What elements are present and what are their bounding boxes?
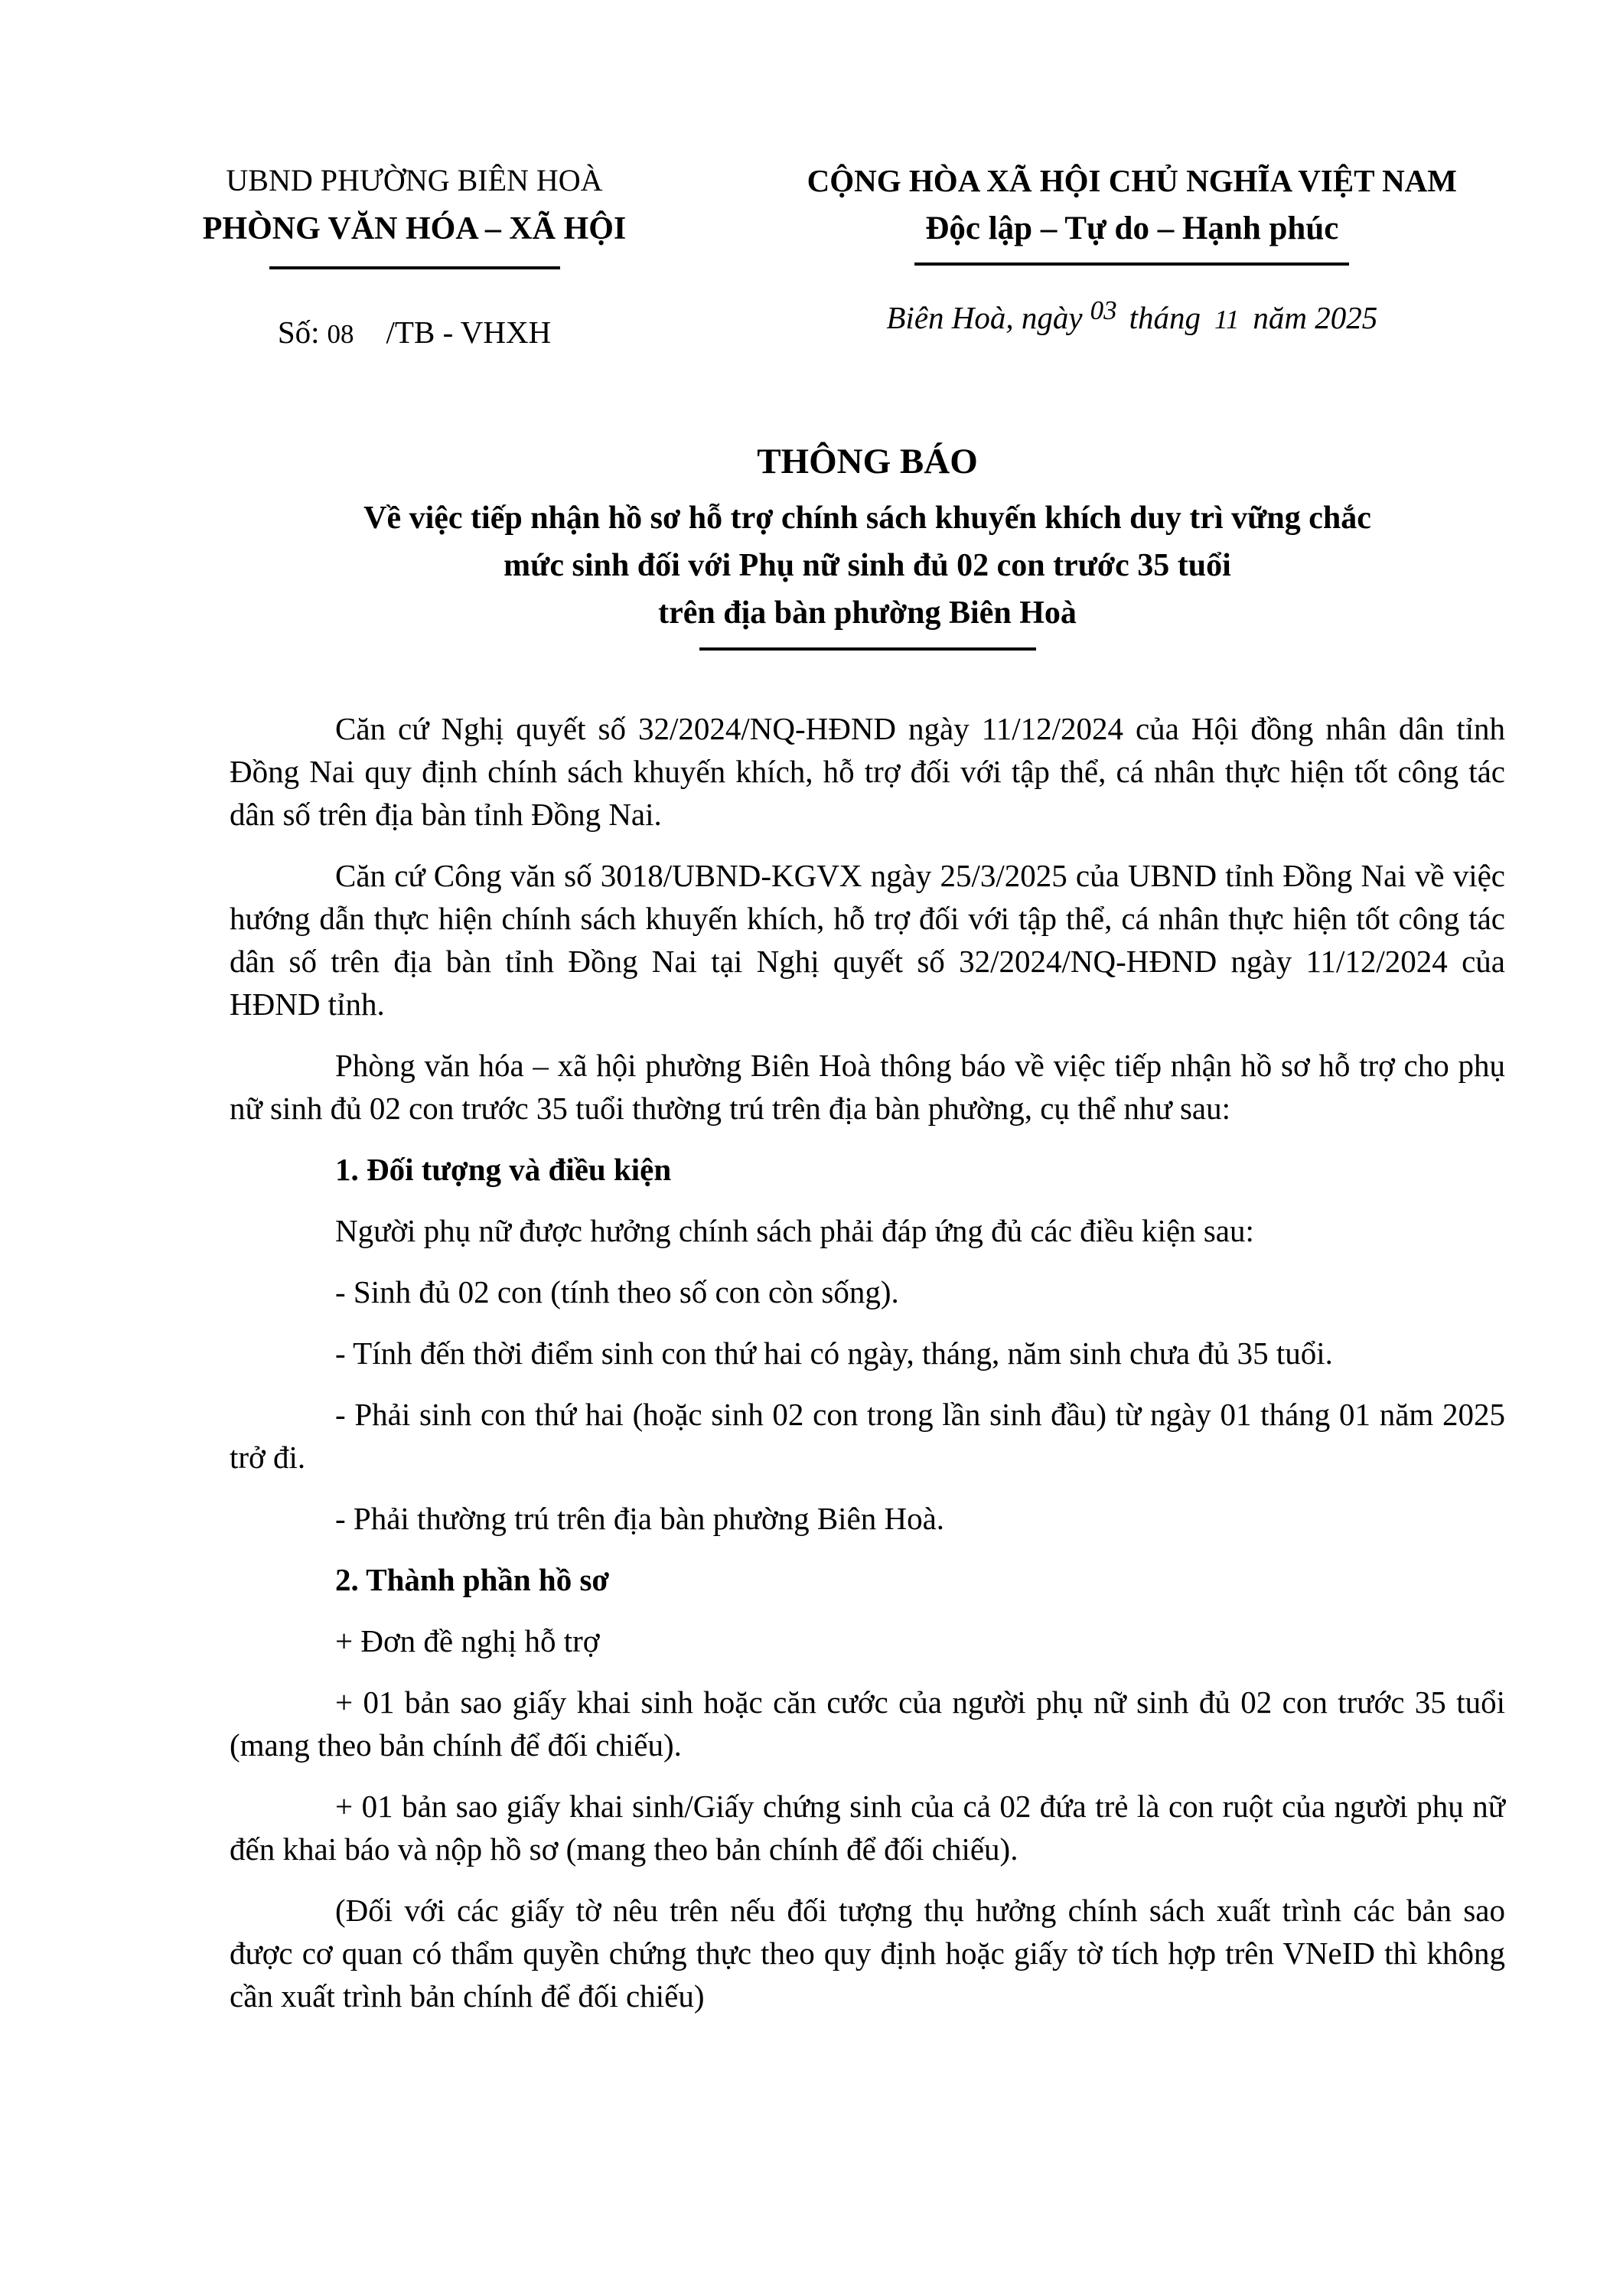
agency-parent-name: UBND PHƯỜNG BIÊN HOÀ	[226, 163, 603, 197]
subtitle-line-1: Về việc tiếp nhận hồ sơ hỗ trợ chính sách khuyến khích duy trì vững chắc	[363, 501, 1371, 536]
paragraph: (Đối với các giấy tờ nêu trên nếu đối tượng thụ hưởng chính sách xuất trình các bản sao được cơ quan có thẩm quyền chứng thực theo quy định hoặc giấy tờ tích hợp trên VNeID thì không cần xuất trình bản chính để đối chiếu)	[230, 1893, 1505, 2014]
condition-item: - Phải sinh con thứ hai (hoặc sinh 02 con trong lần sinh đầu) từ ngày 01 tháng 01 năm 2025 trở đi.	[230, 1397, 1505, 1476]
document-number-symbol: /TB - VHXH	[386, 315, 552, 351]
document-subtitle	[230, 494, 1505, 637]
national-title: CỘNG HÒA XÃ HỘI CHỦ NGHĨA VIỆT NAM	[807, 163, 1457, 198]
dossier-item: + 01 bản sao giấy khai sinh hoặc căn cước của người phụ nữ sinh đủ 02 con trước 35 tuổi (mang theo bản chính để đối chiếu).	[230, 1684, 1505, 1763]
document-number-value: 08	[327, 319, 354, 350]
issue-date-line	[756, 295, 1508, 336]
dossier-item: + Đơn đề nghị hỗ trợ	[335, 1623, 600, 1659]
condition-item: - Tính đến thời điểm sinh con thứ hai có ngày, tháng, năm sinh chưa đủ 35 tuổi.	[335, 1336, 1333, 1371]
agency-department-name: PHÒNG VĂN HÓA – XÃ HỘI	[202, 211, 627, 246]
title-underline	[699, 647, 1036, 651]
date-year-label: năm 2025	[1253, 299, 1378, 335]
date-month-value: 11	[1214, 304, 1240, 334]
issuing-agency-block	[115, 162, 714, 351]
document-header	[0, 162, 1623, 351]
paragraph: Phòng văn hóa – xã hội phường Biên Hoà thông báo về việc tiếp nhận hồ sơ hỗ trợ cho phụ nữ sinh đủ 02 con trước 35 tuổi thường trú trên địa bàn phường, cụ thể như sau:	[230, 1048, 1505, 1127]
agency-underline	[269, 266, 560, 269]
national-header-block	[756, 162, 1508, 336]
document-body	[230, 707, 1505, 2017]
document-number-label: Số:	[277, 315, 320, 351]
condition-item: - Sinh đủ 02 con (tính theo số con còn sống).	[335, 1274, 899, 1310]
national-motto: Độc lập – Tự do – Hạnh phúc	[925, 210, 1339, 247]
subtitle-line-3: trên địa bàn phường Biên Hoà	[658, 595, 1077, 631]
motto-underline	[914, 263, 1349, 266]
date-month-label: tháng	[1129, 299, 1201, 335]
subtitle-line-2: mức sinh đối với Phụ nữ sinh đủ 02 con trước 35 tuổi	[504, 548, 1231, 584]
date-place-prefix: Biên Hoà, ngày	[886, 299, 1083, 335]
paragraph: Căn cứ Công văn số 3018/UBND-KGVX ngày 25/3/2025 của UBND tỉnh Đồng Nai về việc hướng dẫn thực hiện chính sách khuyến khích, hỗ trợ đối với tập thể, cá nhân thực hiện tốt công tác dân số trên địa bàn tỉnh Đồng Nai tại Nghị quyết số 32/2024/NQ-HĐND ngày 11/12/2024 của HĐND tỉnh.	[230, 858, 1505, 1022]
paragraph: Căn cứ Nghị quyết số 32/2024/NQ-HĐND ngày 11/12/2024 của Hội đồng nhân dân tỉnh Đồng Nai quy định chính sách khuyến khích, hỗ trợ đối với tập thể, cá nhân thực hiện tốt công tác dân số trên địa bàn tỉnh Đồng Nai.	[230, 711, 1505, 833]
condition-item: - Phải thường trú trên địa bàn phường Biên Hoà.	[335, 1501, 945, 1537]
document-number	[115, 314, 714, 351]
section-heading: 1. Đối tượng và điều kiện	[335, 1152, 672, 1188]
document-title-block	[230, 441, 1505, 651]
document-title: THÔNG BÁO	[757, 442, 978, 482]
date-day-value: 03	[1090, 295, 1117, 325]
paragraph: Người phụ nữ được hưởng chính sách phải đáp ứng đủ các điều kiện sau:	[335, 1213, 1254, 1249]
dossier-item: + 01 bản sao giấy khai sinh/Giấy chứng sinh của cả 02 đứa trẻ là con ruột của người phụ nữ đến khai báo và nộp hồ sơ (mang theo bản chính để đối chiếu).	[230, 1789, 1505, 1867]
section-heading: 2. Thành phần hồ sơ	[335, 1562, 610, 1598]
